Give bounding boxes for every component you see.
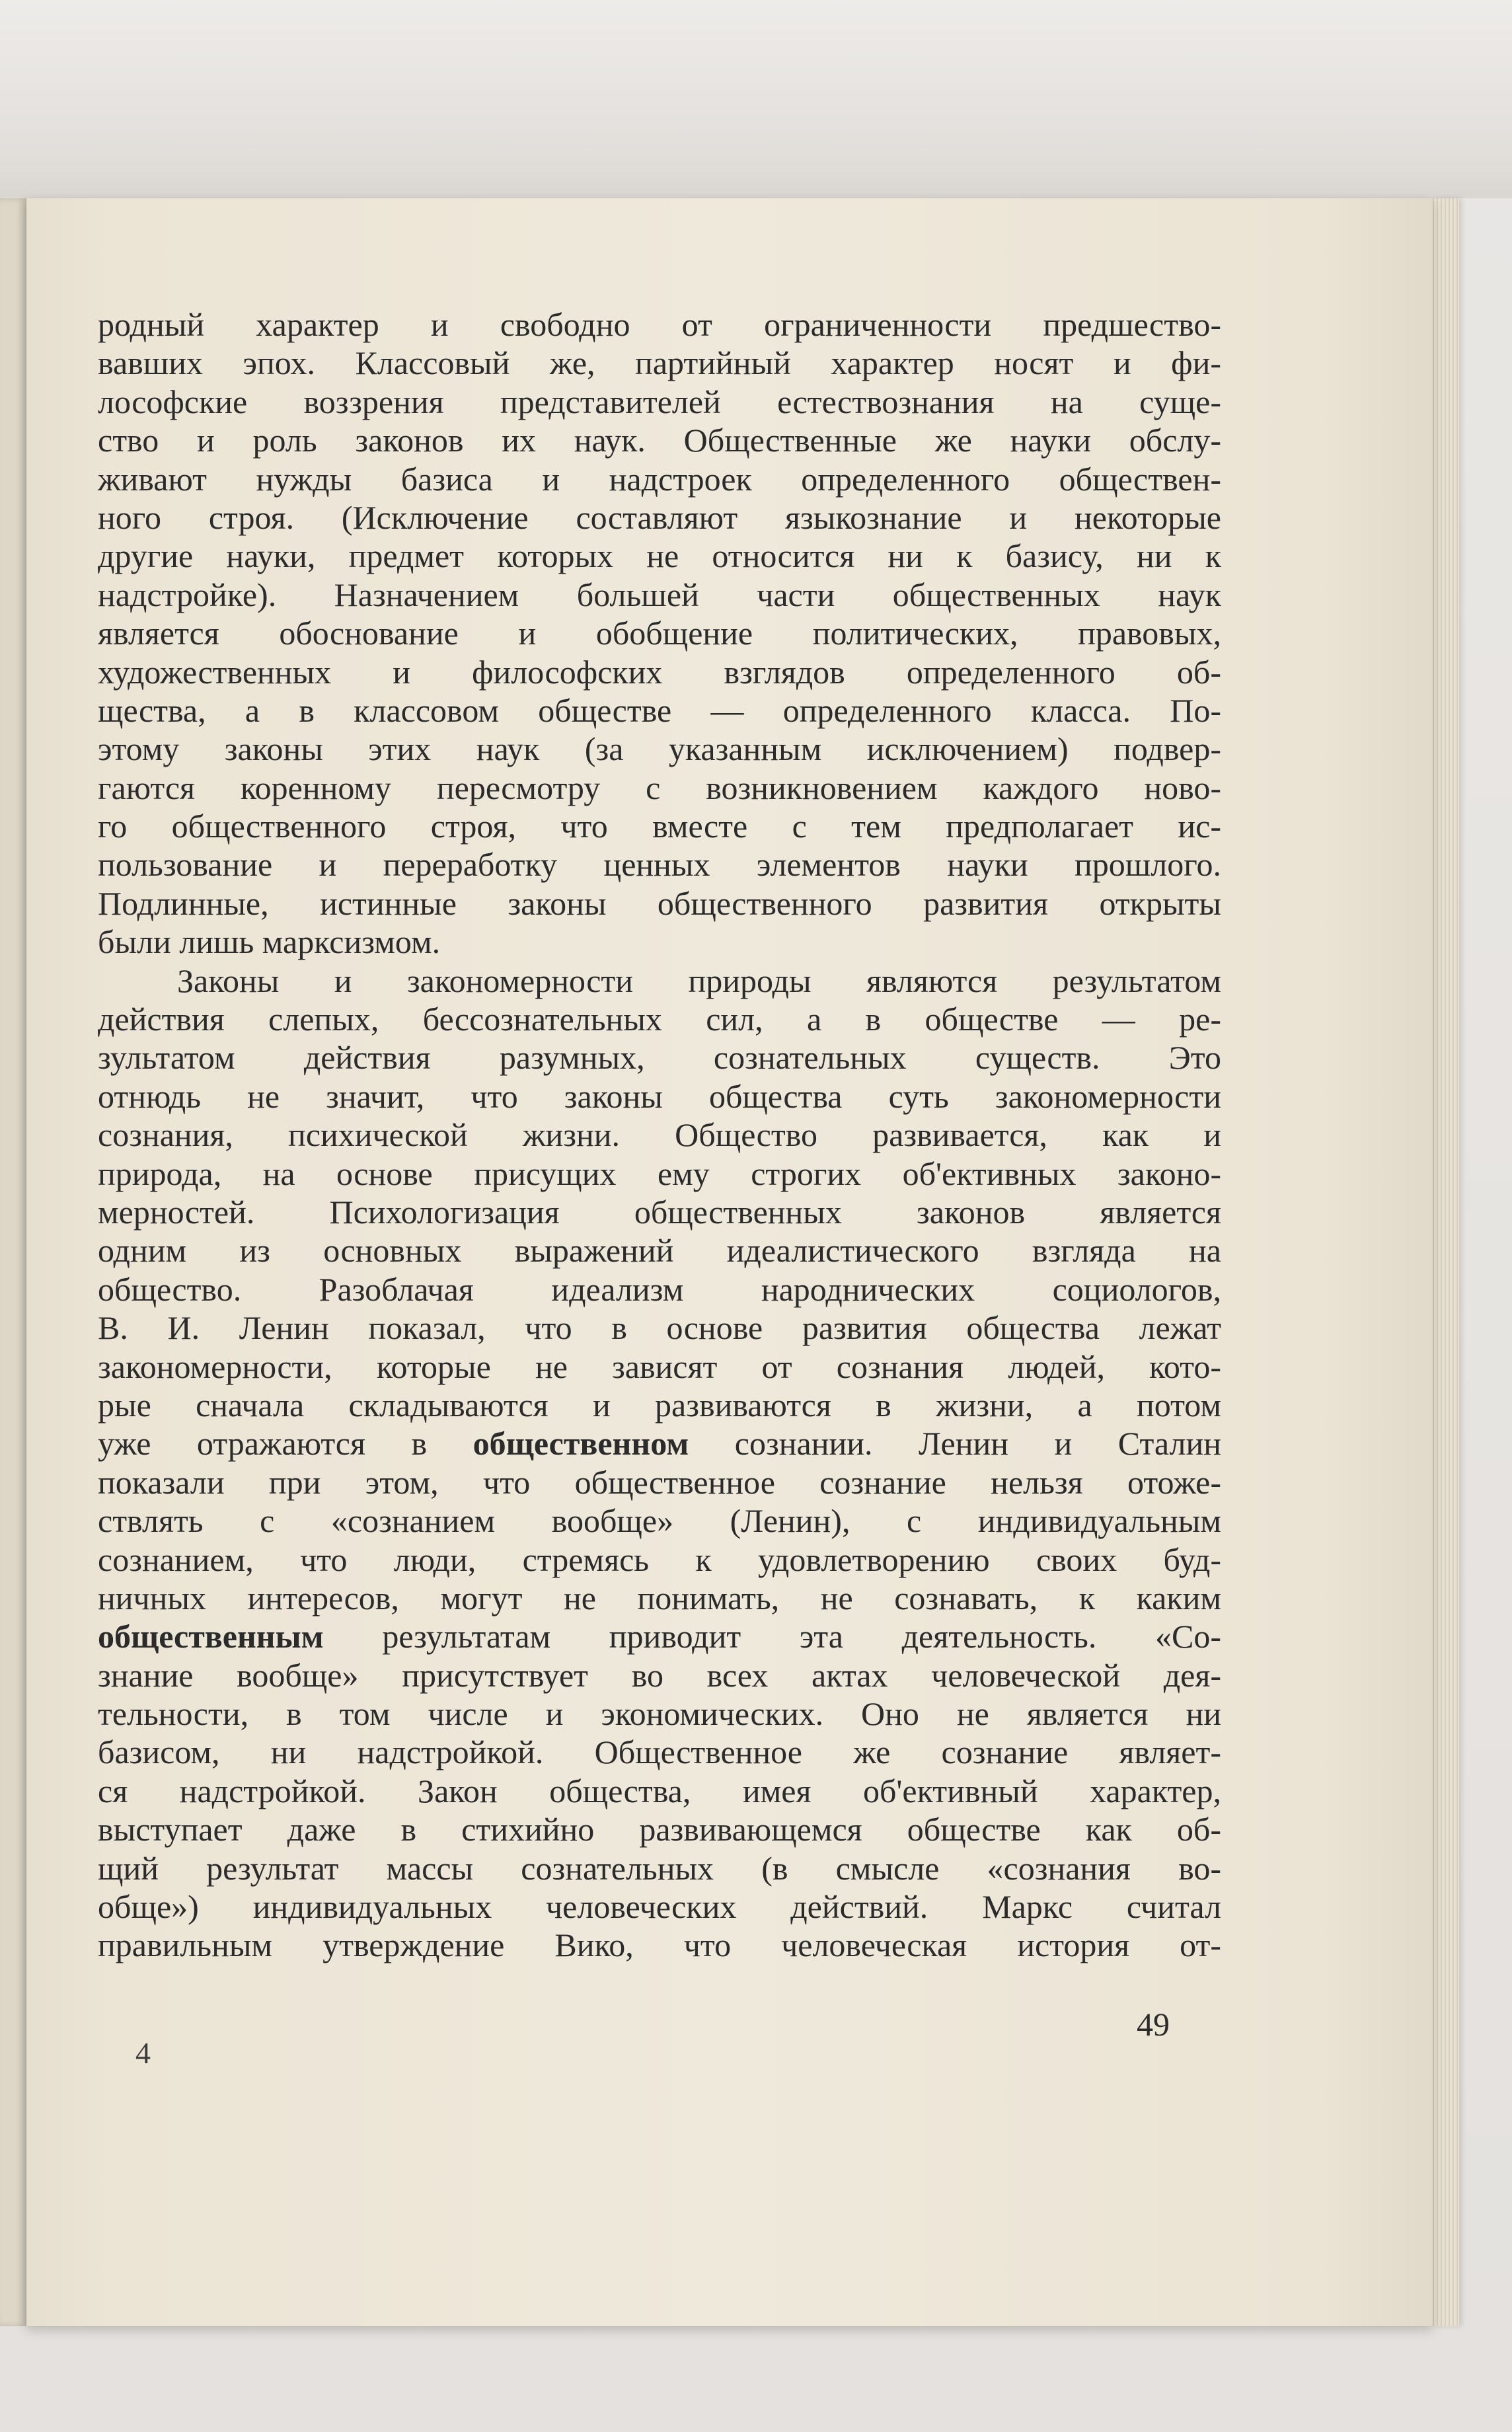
text-line: правильным утверждение Вико, что человеческая история от- [98,1926,1221,1964]
text-line: художественных и философских взглядов определенного об- [98,653,1221,691]
left-page-number: 4 [135,2036,151,2070]
text-line: Подлинные, истинные законы общественного развития открыты [98,884,1221,922]
page-number: 49 [1137,2006,1170,2043]
text-fragment: результатам приводит эта деятельность. «Со- [382,1618,1222,1655]
left-page-edge [0,198,26,2326]
text-line: отнюдь не значит, что законы общества суть закономерности [98,1077,1221,1115]
text-line: сознания, психической жизни. Общество развивается, как и [98,1116,1221,1154]
text-line: мерностей. Психологизация общественных законов является [98,1193,1221,1231]
text-line: ничных интересов, могут не понимать, не сознавать, к каким [98,1579,1221,1616]
text-line: надстройке). Назначением большей части общественных наук [98,576,1221,613]
paragraph-start-line: Законы и закономерности природы являются результатом [177,962,1221,999]
text-line: ного строя. (Исключение составляют языкознание и некоторые [98,498,1221,536]
text-line: го общественного строя, что вместе с тем предполагает ис- [98,808,1221,845]
text-line: природа, на основе присущих ему строгих об'ективных законо- [98,1155,1221,1192]
text-line: ство и роль законов их наук. Общественные же науки обслу- [98,422,1221,459]
book-page [26,198,1433,2326]
text-line: ся надстройкой. Закон общества, имея об'ективный характер, [98,1772,1221,1809]
text-line: пользование и переработку ценных элементов науки прошлого. [98,846,1221,884]
text-line: знание вообще» присутствует во всех актах человеческой дея- [98,1656,1221,1694]
text-line: зультатом действия разумных, сознательных существ. Это [98,1039,1221,1077]
text-line: закономерности, которые не зависят от сознания людей, кото- [98,1348,1221,1385]
text-fragment: уже отражаются в [98,1425,428,1463]
text-line-with-bold [98,1424,1221,1463]
text-line: является обоснование и обобщение политических, правовых, [98,615,1221,652]
text-line: рые сначала складываются и развиваются в жизни, а потом [98,1386,1221,1424]
text-line: живают нужды базиса и надстроек определенного обществен- [98,460,1221,498]
bold-word: общественным [98,1618,324,1655]
scan-shadow [0,0,1512,198]
text-line: щества, а в классовом обществе — определенного класса. По- [98,691,1221,729]
text-line: выступает даже в стихийно развивающемся обществе как об- [98,1811,1221,1848]
body-text [98,305,1221,1965]
text-line: лософские воззрения представителей естествознания на суще- [98,383,1221,420]
text-line: гаются коренному пересмотру с возникновением каждого ново- [98,769,1221,806]
text-line: этому законы этих наук (за указанным исключением) подвер- [98,730,1221,768]
text-line: показали при этом, что общественное сознание нельзя отоже- [98,1463,1221,1501]
text-fragment: сознании. Ленин и Сталин [734,1425,1222,1463]
text-line: общество. Разоблачая идеализм народнических социологов, [98,1270,1221,1308]
text-line: обще») индивидуальных человеческих действий. Маркс считал [98,1888,1221,1926]
text-line: ствлять с «сознанием вообще» (Ленин), с индивидуальным [98,1502,1221,1540]
text-line-with-bold [98,1617,1221,1655]
text-line: щий результат массы сознательных (в смысле «сознания во- [98,1849,1221,1887]
text-line: одним из основных выражений идеалистического взгляда на [98,1232,1221,1270]
text-line: действия слепых, бессознательных сил, а в обществе — ре- [98,1001,1221,1038]
text-line: сознанием, что люди, стремясь к удовлетворению своих буд- [98,1540,1221,1578]
text-line: были лишь марксизмом. [98,923,441,961]
bold-word: общественном [472,1425,689,1463]
text-line: другие науки, предмет которых не относится ни к базису, ни к [98,537,1221,575]
text-line: В. И. Ленин показал, что в основе развития общества лежат [98,1309,1221,1347]
page-stack-edge [1433,198,1459,2326]
text-line: вавших эпох. Классовый же, партийный характер носят и фи- [98,344,1221,382]
text-line: родный характер и свободно от ограниченности предшество- [98,306,1221,343]
text-line: базисом, ни надстройкой. Общественное же сознание являет- [98,1733,1221,1771]
text-line: тельности, в том числе и экономических. Оно не является ни [98,1695,1221,1733]
